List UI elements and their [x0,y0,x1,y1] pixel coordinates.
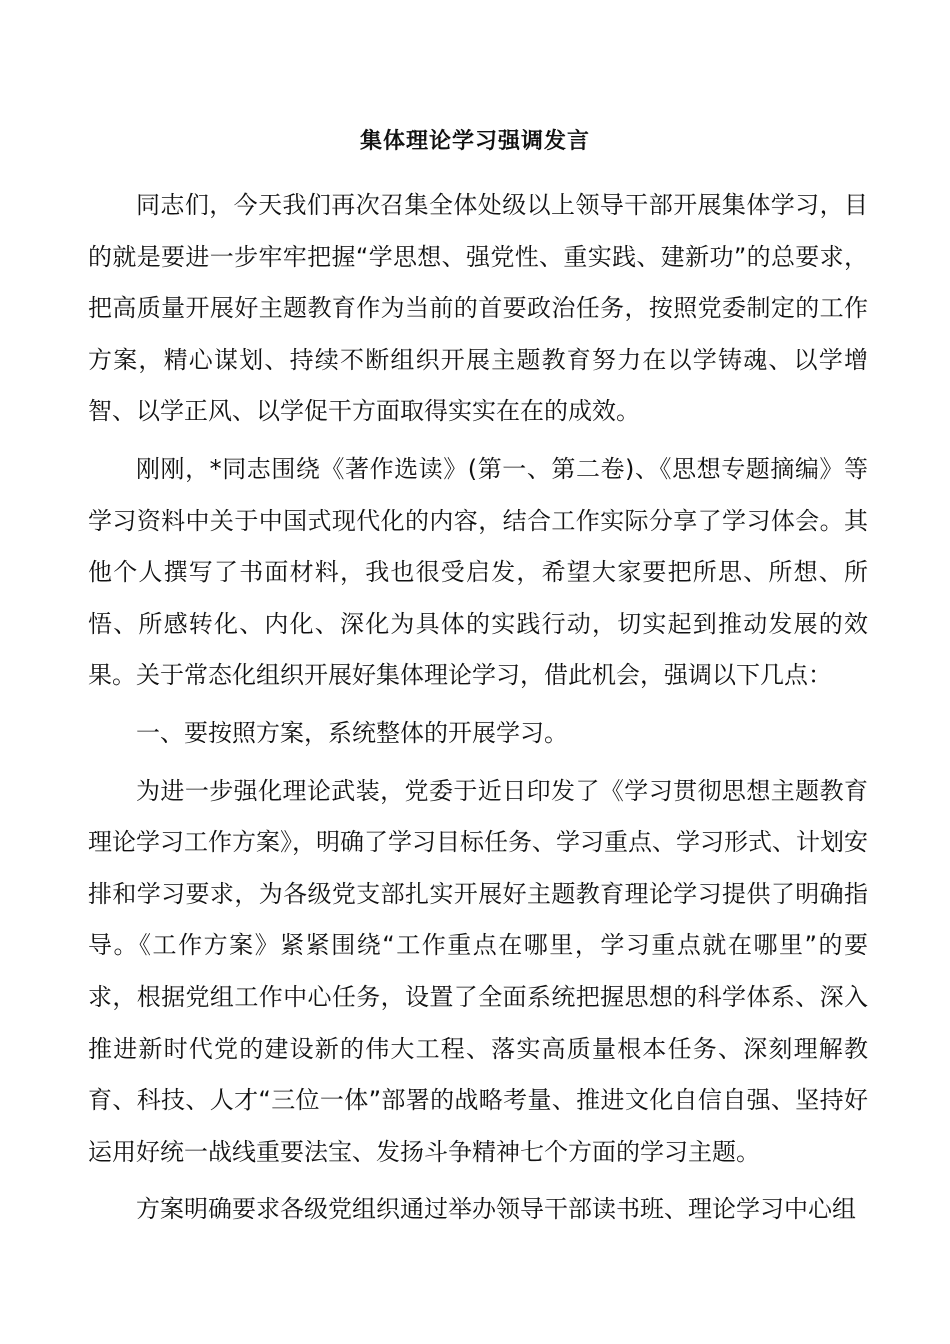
section-heading-1: 一、要按照方案，系统整体的开展学习。 [136,718,568,747]
document-body [88,180,868,1236]
paragraph-plan: 为进一步强化理论武装，党委于近日印发了《学习贯彻思想主题教育理论学习工作方案》，明确了学习目标任务、学习重点、学习形式、计划安排和学习要求，为各级党支部扎实开展好主题教育理论学习提供了明确指导。《工作方案》紧紧围绕“工作重点在哪里，学习重点就在哪里”的要求，根据党组工作中心任务，设置了全面系统把握思想的科学体系、深入推进新时代党的建设新的伟大工程、落实高质量根本任务、深刻理解教育、科技、人才“三位一体”部署的战略考量、推进文化自信自强、坚持好运用好统一战线重要法宝、发扬斗争精神七个方面的学习主题。 [88,776,868,1166]
document-title: 集体理论学习强调发言 [359,129,590,154]
paragraph-requirements: 方案明确要求各级党组织通过举办领导干部读书班、理论学习中心组 [136,1195,856,1224]
paragraph-opening: 同志们，今天我们再次召集全体处级以上领导干部开展集体学习，目的就是要进一步牢牢把握“学思想、强党性、重实践、建新功”的总要求，把高质量开展好主题教育作为当前的首要政治任务，按照党委制定的工作方案，精心谋划、持续不断组织开展主题教育努力在以学铸魂、以学增智、以学正风、以学促干方面取得实实在在的成效。 [88,191,868,426]
paragraph-sharing: 刚刚，*同志围绕《著作选读》(第一、第二卷)、《思想专题摘编》等学习资料中关于中国式现代化的内容，结合工作实际分享了学习体会。其他个人撰写了书面材料，我也很受启发，希望大家要把所思、所想、所悟、所感转化、内化、深化为具体的实践行动，切实起到推动发展的效果。关于常态化组织开展好集体理论学习，借此机会，强调以下几点： [88,454,868,690]
